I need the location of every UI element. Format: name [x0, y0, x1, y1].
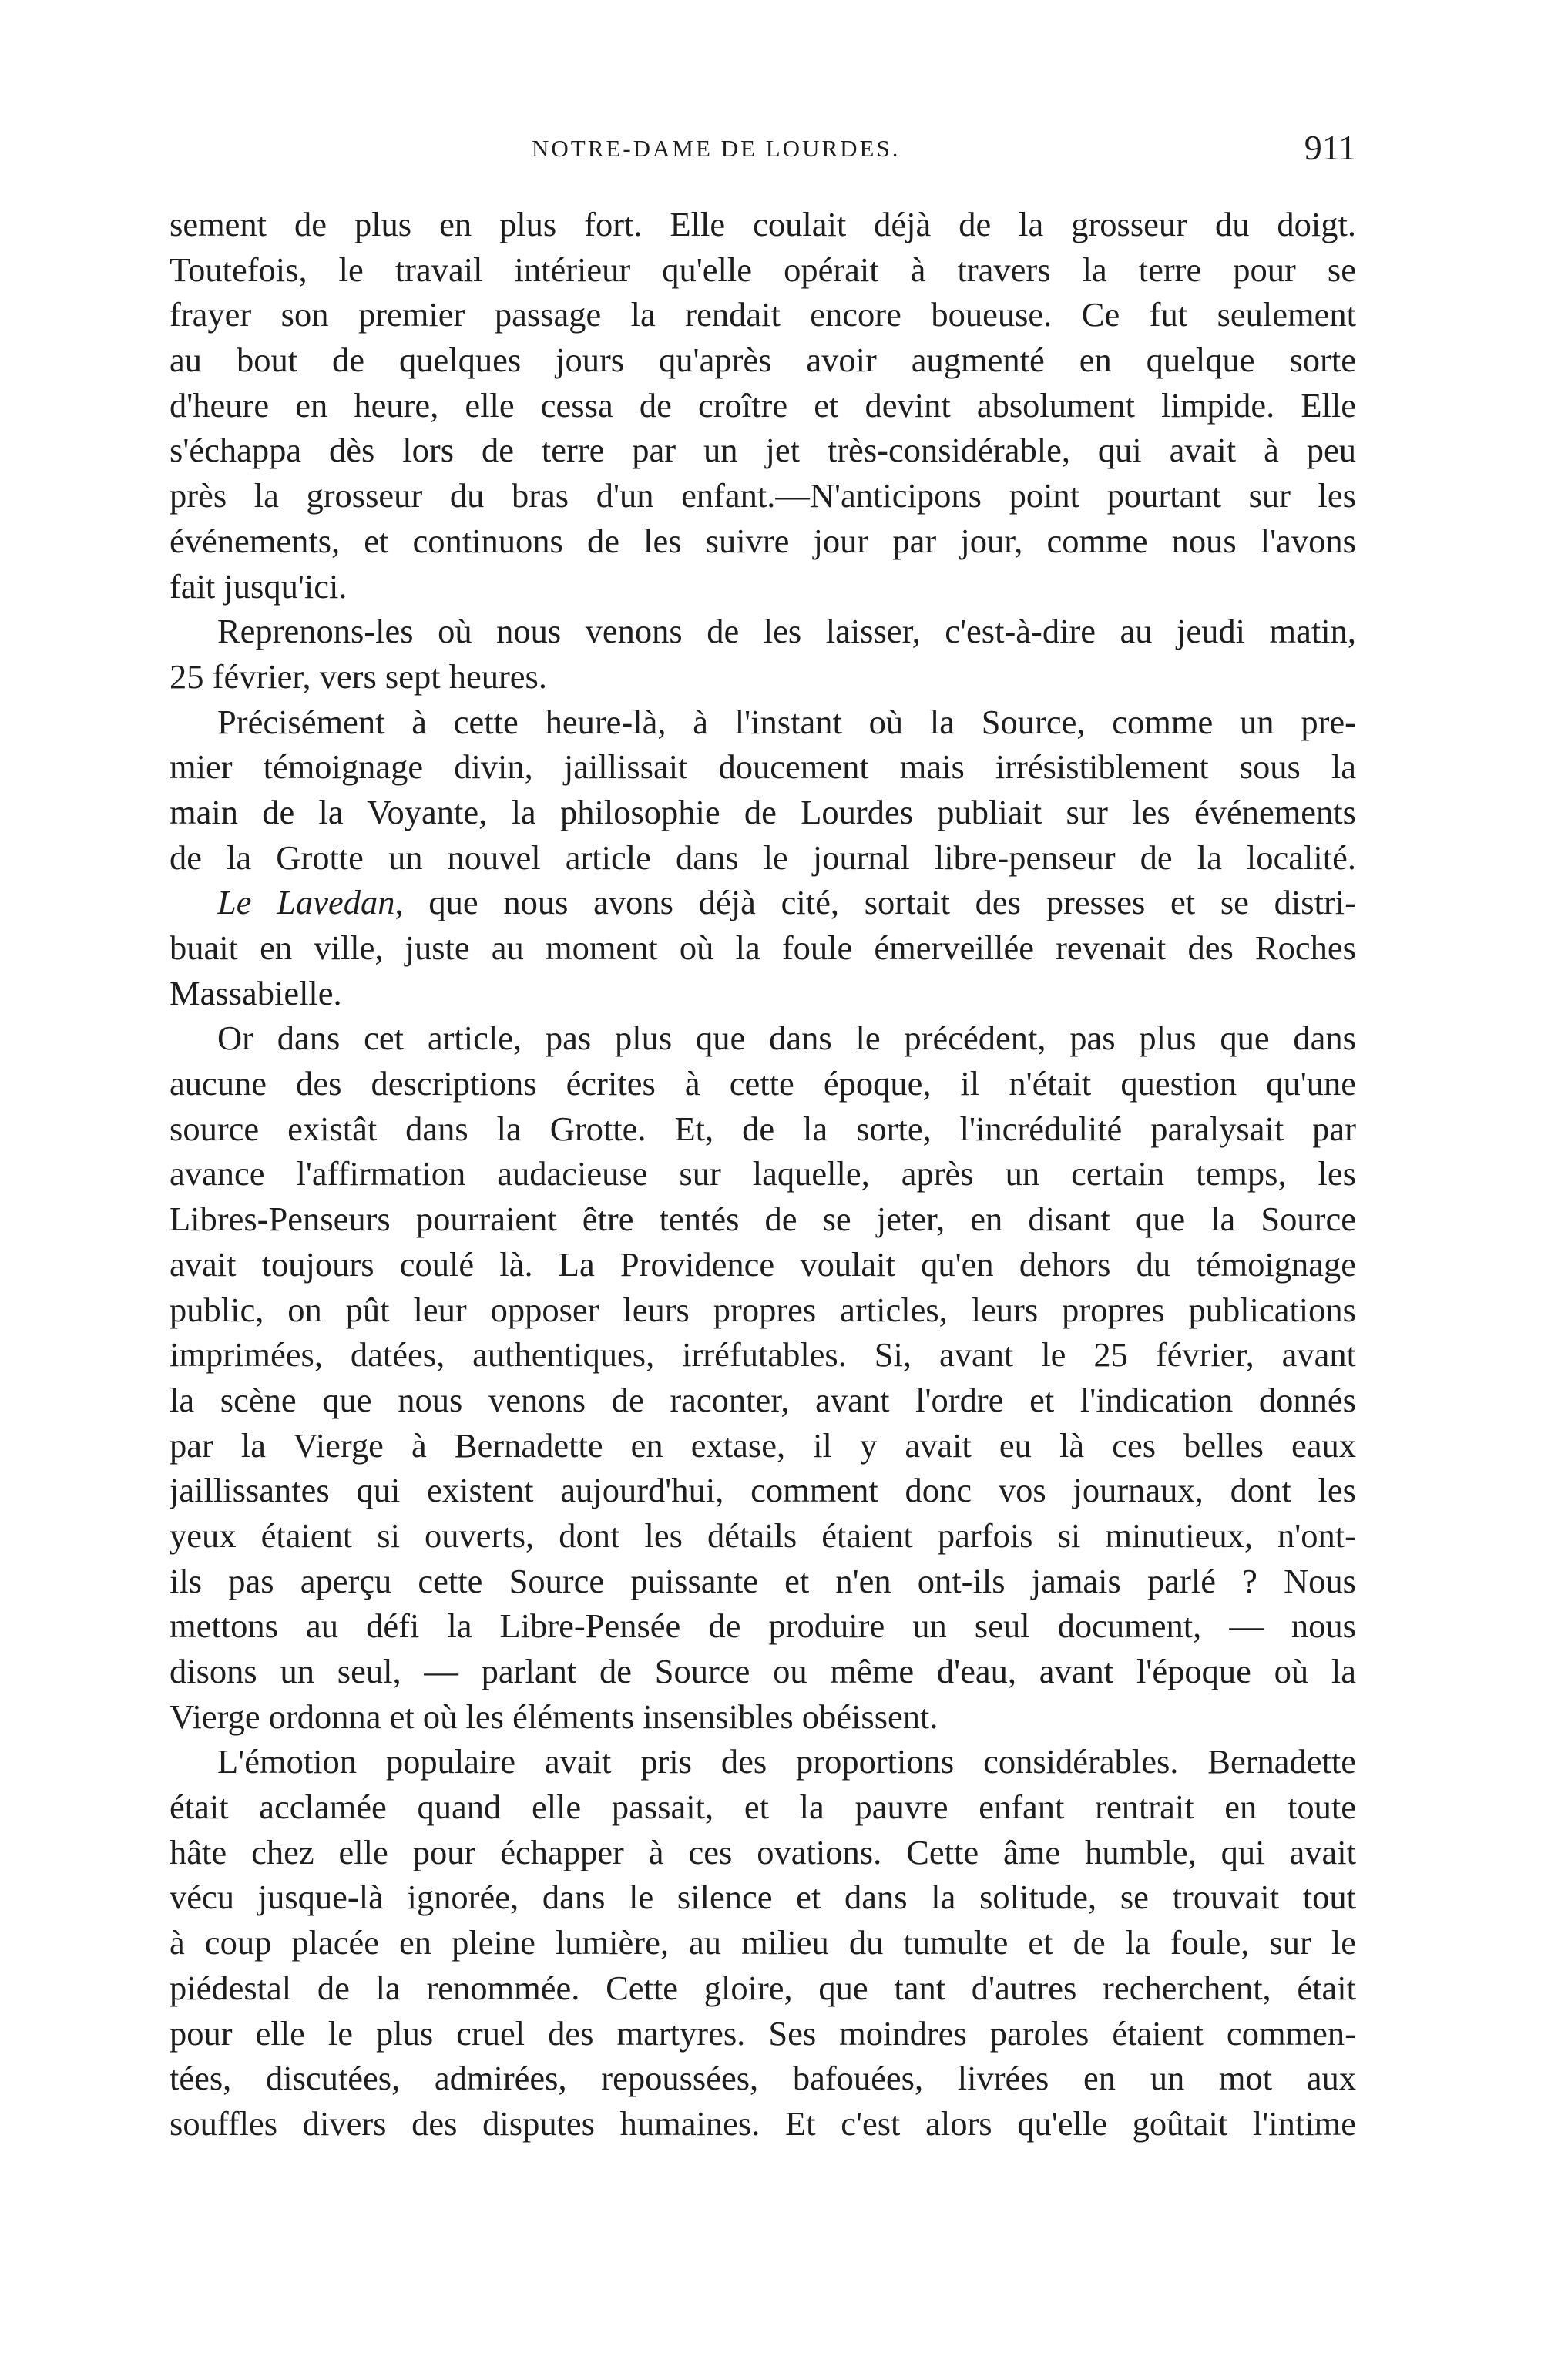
- text-line: public, on pût leur opposer leurs propres articles, leurs propres publications: [170, 1290, 1356, 1329]
- text-line: pour elle le plus cruel des martyres. Ses moindres paroles étaient commen-: [170, 2013, 1356, 2053]
- text-line: d'heure en heure, elle cessa de croître et devint absolument limpide. Elle: [170, 385, 1356, 425]
- paragraph: [170, 1015, 1356, 1739]
- text-line: de la Grotte un nouvel article dans le journal libre-penseur de la localité.: [170, 838, 1356, 877]
- paragraph: [170, 1739, 1356, 2146]
- text-line: avait toujours coulé là. La Providence voulait qu'en dehors du témoignage: [170, 1244, 1356, 1284]
- text-line: jaillissantes qui existent aujourd'hui, comment donc vos journaux, dont les: [170, 1471, 1356, 1510]
- text-line: à coup placée en pleine lumière, au milieu du tumulte et de la foule, sur le: [170, 1923, 1356, 1962]
- text-line: aucune des descriptions écrites à cette époque, il n'était question qu'une: [170, 1064, 1356, 1103]
- text-line: [170, 880, 1356, 925]
- text-line: Précisément à cette heure-là, à l'instant où la Source, comme un pre-: [217, 702, 1356, 741]
- text-line: mier témoignage divin, jaillissait doucement mais irrésistiblement sous la: [170, 747, 1356, 787]
- text-line: au bout de quelques jours qu'après avoir augmenté en quelque sorte: [170, 341, 1356, 380]
- text-line: L'émotion populaire avait pris des proportions considérables. Bernadette: [217, 1742, 1356, 1781]
- text-line: Massabielle.: [170, 973, 342, 1012]
- text-line: piédestal de la renommée. Cette gloire, que tant d'autres recherchent, était: [170, 1968, 1356, 2007]
- text-line: vécu jusque-là ignorée, dans le silence et dans la solitude, se trouvait tout: [170, 1878, 1356, 1917]
- paragraph: [170, 202, 1356, 609]
- text-line: par la Vierge à Bernadette en extase, il y avait eu là ces belles eaux: [170, 1425, 1356, 1465]
- text-line: yeux étaient si ouverts, dont les détails étaient parfois si minutieux, n'ont-: [170, 1516, 1356, 1555]
- paragraph: [170, 700, 1356, 881]
- text-line: tées, discutées, admirées, repoussées, bafouées, livrées en un mot aux: [170, 2059, 1356, 2098]
- text-line: buait en ville, juste au moment où la foule émerveillée revenait des Roches: [170, 928, 1356, 967]
- text-line: la scène que nous venons de raconter, avant l'ordre et l'indication donnés: [170, 1380, 1356, 1419]
- text-line: mettons au défi la Libre-Pensée de produire un seul document, — nous: [170, 1606, 1356, 1646]
- paragraph: [170, 609, 1356, 699]
- text-line: Or dans cet article, pas plus que dans le précédent, pas plus que dans: [217, 1019, 1356, 1058]
- newspaper-title: Le Lavedan: [217, 883, 395, 922]
- text-line: était acclamée quand elle passait, et la pauvre enfant rentrait en toute: [170, 1788, 1356, 1827]
- text-line: ils pas aperçu cette Source puissante et n'en ont-ils jamais parlé ? Nous: [170, 1561, 1356, 1600]
- text-line: imprimées, datées, authentiques, irréfutables. Si, avant le 25 février, avant: [170, 1335, 1356, 1375]
- text-line-rest: , que nous avons déjà cité, sortait des presses et se distri-: [394, 883, 1356, 922]
- text-line: disons un seul, — parlant de Source ou même d'eau, avant l'époque où la: [170, 1652, 1356, 1690]
- text-line: souffles divers des disputes humaines. Et c'est alors qu'elle goûtait l'intime: [170, 2103, 1356, 2143]
- text-line: événements, et continuons de les suivre jour par jour, comme nous l'avons: [170, 521, 1356, 560]
- text-line: main de la Voyante, la philosophie de Lourdes publiait sur les événements: [170, 792, 1356, 831]
- text-line: Toutefois, le travail intérieur qu'elle opérait à travers la terre pour se: [170, 250, 1356, 289]
- text-line: Vierge ordonna et où les éléments insensibles obéissent.: [170, 1697, 938, 1736]
- text-line: s'échappa dès lors de terre par un jet très-considérable, qui avait à peu: [170, 431, 1356, 470]
- text-line: Reprenons-les où nous venons de les laisser, c'est-à-dire au jeudi matin,: [217, 612, 1356, 651]
- body-text: [170, 202, 1356, 2147]
- text-line: source existât dans la Grotte. Et, de la sorte, l'incrédulité paralysait par: [170, 1109, 1356, 1148]
- text-line: sement de plus en plus fort. Elle coulait déjà de la grosseur du doigt.: [170, 205, 1356, 243]
- text-line: frayer son premier passage la rendait encore boueuse. Ce fut seulement: [170, 295, 1356, 334]
- text-line: près la grosseur du bras d'un enfant.—N'anticipons point pourtant sur les: [170, 476, 1356, 515]
- running-title: NOTRE-DAME DE LOURDES.: [532, 135, 901, 162]
- page-number: 911: [1304, 128, 1356, 167]
- text-line: avance l'affirmation audacieuse sur laquelle, après un certain temps, les: [170, 1154, 1356, 1193]
- text-line: Libres-Penseurs pourraient être tentés de se jeter, en disant que la Source: [170, 1200, 1356, 1239]
- text-line: fait jusqu'ici.: [170, 566, 347, 606]
- page-header: [170, 129, 1356, 168]
- text-line: 25 février, vers sept heures.: [170, 656, 547, 696]
- text-line: hâte chez elle pour échapper à ces ovations. Cette âme humble, qui avait: [170, 1832, 1356, 1871]
- paragraph: [170, 880, 1356, 1015]
